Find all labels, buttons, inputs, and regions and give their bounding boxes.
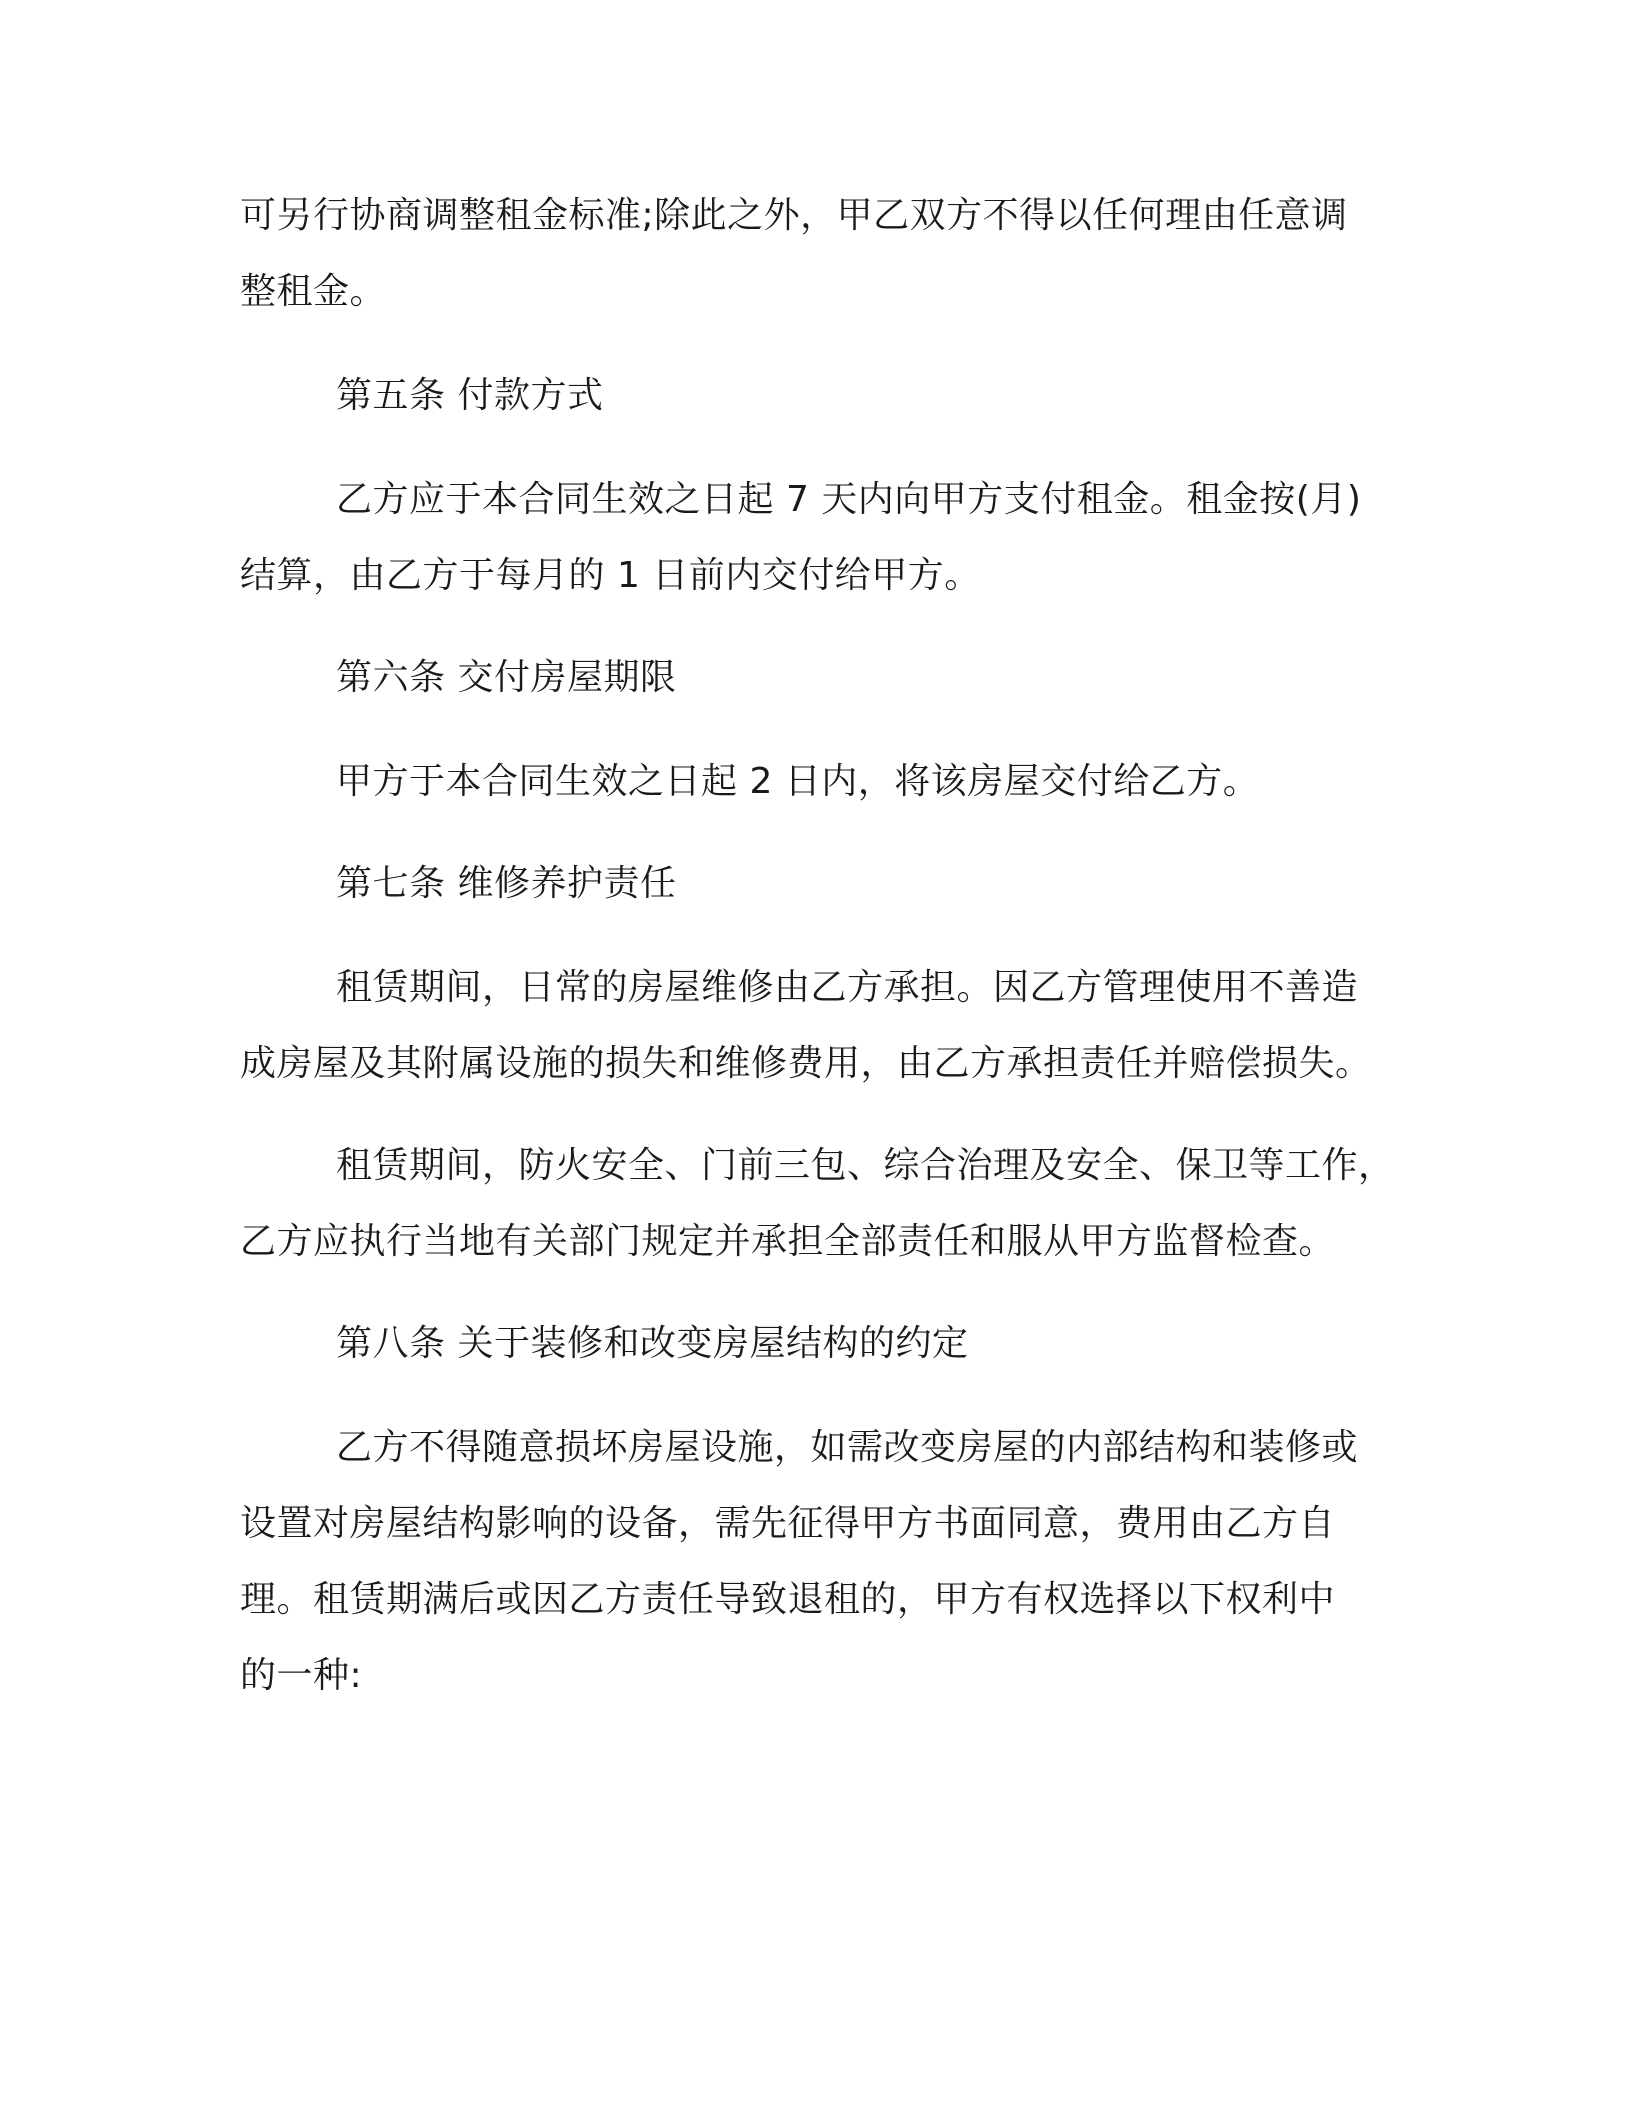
text-line: 租赁期间，防火安全、门前三包、综合治理及安全、保卫等工作， [336,1145,1395,1186]
text-line: 乙方不得随意损坏房屋设施，如需改变房屋的内部结构和装修或 [336,1427,1359,1468]
text-line: 成房屋及其附属设施的损失和维修费用，由乙方承担责任并赔偿损失。 [240,1043,1372,1084]
section-heading: 第八条 关于装修和改变房屋结构的约定 [336,1323,969,1364]
text-line: 甲方于本合同生效之日起 2 日内，将该房屋交付给乙方。 [336,761,1260,802]
text-line: 乙方应于本合同生效之日起 7 天内向甲方支付租金。租金按(月) [336,479,1362,520]
text-line: 乙方应执行当地有关部门规定并承担全部责任和服从甲方监督检查。 [240,1221,1336,1262]
text-line: 可另行协商调整租金标准;除此之外，甲乙双方不得以任何理由任意调 [240,195,1348,236]
text-line: 设置对房屋结构影响的设备，需先征得甲方书面同意，费用由乙方自 [240,1503,1336,1544]
section-heading: 第五条 付款方式 [336,375,604,416]
text-line: 的一种: [240,1655,363,1696]
text-line: 理。租赁期满后或因乙方责任导致退租的，甲方有权选择以下权利中 [240,1579,1336,1620]
section-heading: 第七条 维修养护责任 [336,863,677,904]
text-line: 结算，由乙方于每月的 1 日前内交付给甲方。 [240,555,981,596]
section-heading: 第六条 交付房屋期限 [336,657,677,698]
text-line: 整租金。 [240,271,387,312]
text-line: 租赁期间，日常的房屋维修由乙方承担。因乙方管理使用不善造 [336,967,1359,1008]
